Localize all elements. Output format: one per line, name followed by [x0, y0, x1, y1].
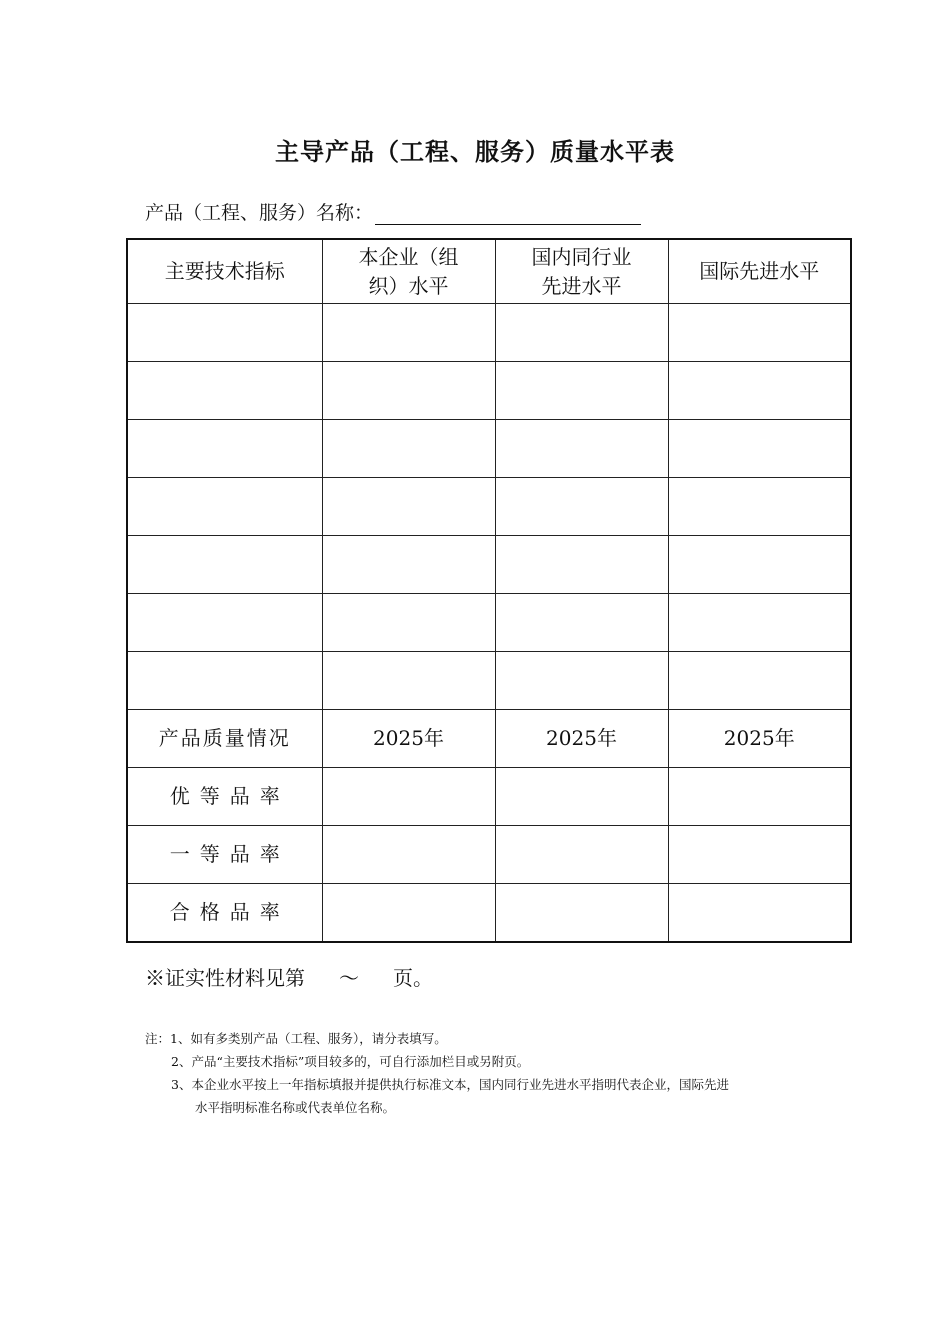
table-cell[interactable] — [127, 478, 322, 536]
table-cell[interactable] — [495, 536, 668, 594]
year-international: 2025年 — [668, 710, 851, 768]
header-own-level — [322, 239, 495, 304]
header-domestic-level-line1: 国内同行业 — [531, 244, 632, 269]
table-cell[interactable] — [322, 478, 495, 536]
header-main-indicators: 主要技术指标 — [127, 239, 322, 304]
table-cell[interactable] — [495, 594, 668, 652]
table-cell[interactable] — [322, 652, 495, 710]
table-cell[interactable] — [322, 536, 495, 594]
table-cell[interactable] — [668, 536, 851, 594]
table-cell[interactable] — [668, 652, 851, 710]
note-1: 注：1、如有多类别产品（工程、服务），请分表填写。 — [145, 1031, 447, 1046]
table-cell[interactable] — [668, 362, 851, 420]
rate-row-qualified — [127, 884, 851, 943]
table-cell[interactable] — [127, 304, 322, 362]
quality-level-table — [126, 238, 852, 943]
table-cell[interactable] — [322, 826, 495, 884]
year-domestic: 2025年 — [495, 710, 668, 768]
evidence-tilde: ～ — [339, 966, 359, 990]
table-cell[interactable] — [127, 594, 322, 652]
form-title: 主导产品（工程、服务）质量水平表 — [275, 138, 675, 166]
rate-row-superior — [127, 768, 851, 826]
first-class-rate-label: 一等品率 — [127, 826, 322, 884]
header-domestic-level-line2: 先进水平 — [541, 273, 622, 298]
table-cell[interactable] — [495, 362, 668, 420]
table-row — [127, 594, 851, 652]
note-3: 3、本企业水平按上一年指标填报并提供执行标准文本，国内同行业先进水平指明代表企业，国际先进 — [171, 1077, 729, 1092]
table-cell[interactable] — [495, 652, 668, 710]
table-cell[interactable] — [495, 768, 668, 826]
table-row — [127, 536, 851, 594]
qualified-rate-label: 合格品率 — [127, 884, 322, 943]
header-domestic-level — [495, 239, 668, 304]
table-cell[interactable] — [668, 304, 851, 362]
header-international-level: 国际先进水平 — [668, 239, 851, 304]
note-3-continued: 水平指明标准名称或代表单位名称。 — [195, 1100, 396, 1115]
table-cell[interactable] — [668, 884, 851, 943]
quality-status-label: 产品质量情况 — [127, 710, 322, 768]
table-cell[interactable] — [495, 304, 668, 362]
table-cell[interactable] — [668, 478, 851, 536]
table-cell[interactable] — [322, 362, 495, 420]
table-cell[interactable] — [668, 594, 851, 652]
note-2: 2、产品“主要技术指标”项目较多的，可自行添加栏目或另附页。 — [171, 1054, 530, 1069]
evidence-line — [145, 962, 433, 991]
table-cell[interactable] — [668, 420, 851, 478]
table-row — [127, 362, 851, 420]
notes-block — [145, 1027, 825, 1119]
header-own-level-line1: 本企业（组 — [358, 244, 459, 269]
product-name-row — [145, 198, 641, 225]
evidence-suffix: 页。 — [393, 966, 433, 990]
table-cell[interactable] — [322, 768, 495, 826]
table-cell[interactable] — [322, 594, 495, 652]
year-own: 2025年 — [322, 710, 495, 768]
table-row — [127, 420, 851, 478]
product-name-label: 产品（工程、服务）名称： — [145, 202, 374, 224]
table-cell[interactable] — [495, 884, 668, 943]
table-cell[interactable] — [127, 652, 322, 710]
superior-rate-label: 优等品率 — [127, 768, 322, 826]
table-cell[interactable] — [668, 768, 851, 826]
product-name-field[interactable] — [375, 202, 641, 225]
table-cell[interactable] — [127, 420, 322, 478]
table-cell[interactable] — [322, 304, 495, 362]
header-row — [127, 239, 851, 304]
table-row — [127, 652, 851, 710]
header-own-level-line2: 织）水平 — [368, 273, 449, 298]
table-cell[interactable] — [495, 478, 668, 536]
table-cell[interactable] — [495, 420, 668, 478]
evidence-prefix: ※证实性材料见第 — [145, 966, 305, 990]
table-cell[interactable] — [668, 826, 851, 884]
quality-year-row — [127, 710, 851, 768]
table-row — [127, 478, 851, 536]
table-cell[interactable] — [127, 536, 322, 594]
table-cell[interactable] — [322, 420, 495, 478]
table-cell[interactable] — [322, 884, 495, 943]
rate-row-first-class — [127, 826, 851, 884]
table-cell[interactable] — [495, 826, 668, 884]
table-row — [127, 304, 851, 362]
table-cell[interactable] — [127, 362, 322, 420]
